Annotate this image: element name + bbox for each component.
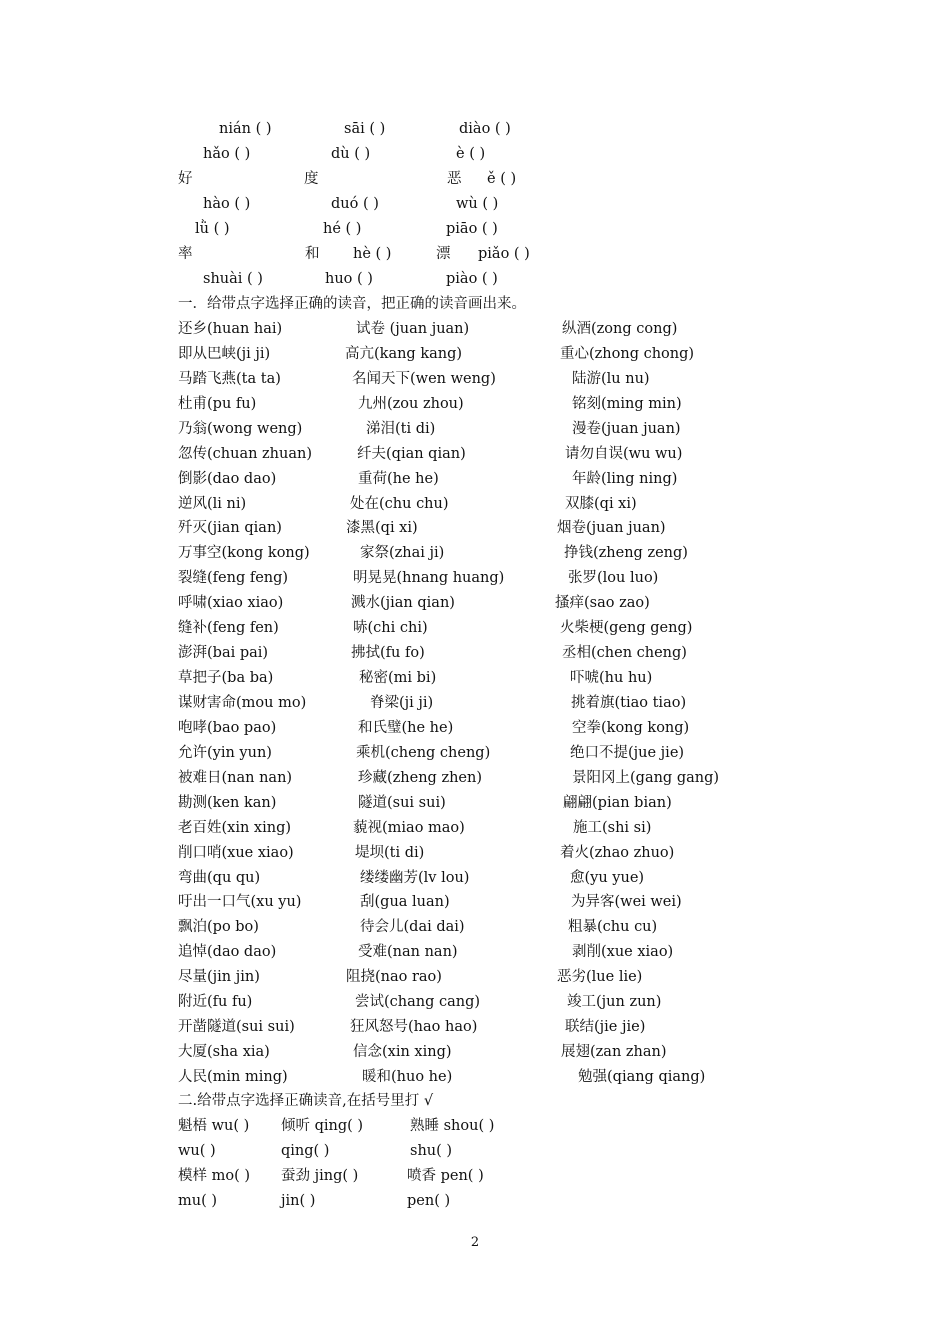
exercise-item: wu( ) bbox=[178, 1143, 216, 1159]
exercise-item: 尝试(chang cang) bbox=[355, 994, 481, 1011]
exercise-item: 人民(min ming) bbox=[178, 1068, 288, 1085]
pinyin-option: hé ( ) bbox=[323, 221, 362, 237]
exercise-item: 搔痒(sao zao) bbox=[555, 595, 650, 612]
exercise-item: 重心(zhong chong) bbox=[560, 345, 695, 362]
exercise-item: 漆黑(qi xi) bbox=[346, 520, 418, 537]
exercise-item: 阻挠(nao rao) bbox=[346, 969, 442, 986]
pinyin-option: hè ( ) bbox=[353, 246, 392, 262]
exercise-item: 熟睡 shou( ) bbox=[410, 1118, 495, 1134]
pinyin-option: piǎo ( ) bbox=[478, 246, 530, 262]
exercise-item: 施工(shi si) bbox=[573, 819, 652, 836]
pinyin-option: è ( ) bbox=[456, 146, 486, 162]
exercise-item: 被难日(nan nan) bbox=[178, 769, 293, 786]
exercise-item: 纵酒(zong cong) bbox=[562, 321, 678, 337]
exercise-item: 联结(jie jie) bbox=[565, 1019, 646, 1035]
exercise-item: 秘密(mi bi) bbox=[359, 670, 437, 686]
exercise-item: 谋财害命(mou mo) bbox=[178, 695, 307, 711]
exercise-item: 处在(chu chu) bbox=[350, 495, 449, 512]
exercise-item: 高亢(kang kang) bbox=[345, 345, 463, 362]
exercise-item: 开凿隧道(sui sui) bbox=[178, 1019, 295, 1035]
exercise-item: 魁梧 wu( ) bbox=[178, 1118, 250, 1134]
exercise-item: 刮(gua luan) bbox=[360, 894, 450, 911]
exercise-item: 允许(yin yun) bbox=[178, 744, 272, 761]
exercise-item: 哧(chi chi) bbox=[353, 620, 428, 637]
exercise-item: 缝补(feng fen) bbox=[178, 620, 279, 637]
exercise-item: shu( ) bbox=[410, 1143, 453, 1159]
pinyin-option: huo ( ) bbox=[325, 271, 373, 287]
exercise-item: 挣钱(zheng zeng) bbox=[564, 545, 688, 562]
exercise-item: 绝口不提(jue jie) bbox=[570, 744, 685, 761]
exercise-item: 溅水(jian qian) bbox=[351, 595, 455, 612]
exercise-item: 年龄(ling ning) bbox=[572, 470, 678, 487]
exercise-item: 隧道(sui sui) bbox=[358, 794, 446, 811]
exercise-item: 双膝(qi xi) bbox=[565, 495, 637, 512]
exercise-item: 逆风(li ni) bbox=[178, 495, 247, 512]
exercise-item: 空拳(kong kong) bbox=[572, 719, 690, 736]
pinyin-option: duó ( ) bbox=[331, 196, 379, 212]
exercise-item: 和氏璧(he he) bbox=[358, 719, 454, 736]
exercise-item: 大厦(sha xia) bbox=[178, 1044, 270, 1060]
exercise-item: 重荷(he he) bbox=[358, 470, 439, 487]
exercise-item: 草把子(ba ba) bbox=[178, 670, 274, 686]
exercise-item: 待会儿(dai dai) bbox=[360, 919, 465, 936]
pinyin-option: piāo ( ) bbox=[446, 221, 498, 237]
exercise-item: 火柴梗(geng geng) bbox=[560, 620, 693, 637]
exercise-item: 乃翁(wong weng) bbox=[178, 420, 303, 437]
exercise-item: 缕缕幽芳(lv lou) bbox=[360, 869, 470, 886]
pinyin-option: sāi ( ) bbox=[344, 121, 386, 137]
exercise-item: 老百姓(xin xing) bbox=[178, 819, 292, 836]
exercise-item: 杜甫(pu fu) bbox=[178, 395, 257, 412]
exercise-item: 丞相(chen cheng) bbox=[562, 645, 687, 662]
exercise-item: 附近(fu fu) bbox=[178, 994, 253, 1011]
exercise-item: 拂拭(fu fo) bbox=[351, 645, 425, 662]
exercise-item: 即从巴峡(ji ji) bbox=[178, 345, 271, 362]
exercise-item: 尽量(jin jin) bbox=[178, 969, 260, 986]
exercise-item: 九州(zou zhou) bbox=[358, 395, 464, 412]
exercise-item: 狂风怒号(hao hao) bbox=[350, 1019, 478, 1035]
page-number: 2 bbox=[470, 1235, 480, 1250]
exercise-item: 削口哨(xue xiao) bbox=[178, 844, 294, 861]
exercise-item: 万事空(kong kong) bbox=[178, 545, 310, 562]
pinyin-option: hǎo ( ) bbox=[203, 146, 251, 162]
exercise-item: jin( ) bbox=[281, 1193, 316, 1209]
exercise-item: 倒影(dao dao) bbox=[178, 470, 277, 487]
exercise-item: 愈(yu yue) bbox=[570, 869, 645, 886]
character: 和 bbox=[305, 246, 320, 262]
exercise-item: 烟卷(juan juan) bbox=[557, 520, 666, 537]
exercise-item: 陆游(lu nu) bbox=[572, 370, 650, 387]
exercise-item: 恶劣(lue lie) bbox=[557, 969, 643, 986]
exercise-item: qing( ) bbox=[281, 1143, 330, 1159]
pinyin-option: piào ( ) bbox=[446, 271, 498, 287]
character: 漂 bbox=[436, 246, 451, 262]
exercise-item: 暖和(huo he) bbox=[362, 1068, 453, 1085]
exercise-item: 咆哮(bao pao) bbox=[178, 719, 277, 736]
section1-heading: 一．给带点字选择正确的读音，把正确的读音画出来。 bbox=[178, 296, 526, 312]
exercise-item: 珍藏(zheng zhen) bbox=[358, 769, 483, 786]
exercise-item: 张罗(lou luo) bbox=[568, 570, 659, 587]
exercise-item: 追悼(dao dao) bbox=[178, 944, 277, 961]
exercise-item: 竣工(jun zun) bbox=[567, 994, 662, 1011]
pinyin-option: wù ( ) bbox=[456, 196, 499, 212]
exercise-item: 挑着旗(tiao tiao) bbox=[571, 695, 687, 711]
exercise-item: 请勿自误(wu wu) bbox=[565, 445, 683, 462]
pinyin-option: shuài ( ) bbox=[203, 271, 263, 287]
exercise-item: 马踏飞燕(ta ta) bbox=[178, 370, 281, 387]
exercise-item: 呼啸(xiao xiao) bbox=[178, 595, 284, 612]
exercise-item: 纤夫(qian qian) bbox=[357, 445, 466, 462]
exercise-item: pen( ) bbox=[407, 1193, 451, 1209]
pinyin-option: dù ( ) bbox=[331, 146, 371, 162]
exercise-item: 着火(zhao zhuo) bbox=[560, 844, 675, 861]
exercise-item: 藐视(miao mao) bbox=[353, 819, 465, 836]
exercise-item: 翩翩(pian bian) bbox=[563, 794, 672, 811]
exercise-item: 家祭(zhai ji) bbox=[360, 545, 445, 562]
exercise-item: 涕泪(ti di) bbox=[366, 420, 436, 437]
pinyin-option: hào ( ) bbox=[203, 196, 251, 212]
exercise-item: 歼灭(jian qian) bbox=[178, 520, 282, 537]
exercise-item: 粗暴(chu cu) bbox=[568, 919, 658, 936]
exercise-item: 倾听 qing( ) bbox=[281, 1118, 364, 1134]
exercise-item: 勘测(ken kan) bbox=[178, 794, 277, 811]
exercise-item: 名闻天下(wen weng) bbox=[352, 370, 496, 387]
exercise-item: 景阳冈上(gang gang) bbox=[572, 769, 720, 786]
exercise-item: 澎湃(bai pai) bbox=[178, 645, 269, 662]
exercise-item: mu( ) bbox=[178, 1193, 218, 1209]
character: 度 bbox=[304, 171, 319, 187]
character: 好 bbox=[178, 171, 193, 187]
character: 恶 bbox=[447, 171, 462, 187]
exercise-item: 剥削(xue xiao) bbox=[572, 944, 674, 961]
exercise-item: 漫卷(juan juan) bbox=[572, 420, 681, 437]
exercise-item: 为异客(wei wei) bbox=[571, 894, 682, 911]
exercise-item: 吓唬(hu hu) bbox=[570, 670, 653, 686]
exercise-item: 裂缝(feng feng) bbox=[178, 570, 289, 587]
exercise-item: 还乡(huan hai) bbox=[178, 321, 283, 337]
exercise-item: 模样 mo( ) bbox=[178, 1168, 251, 1184]
exercise-item: 展翅(zan zhan) bbox=[561, 1044, 667, 1060]
exercise-item: 飘泊(po bo) bbox=[178, 919, 259, 936]
pinyin-option: diào ( ) bbox=[459, 121, 511, 137]
exercise-item: 喷香 pen( ) bbox=[407, 1168, 484, 1184]
exercise-item: 堤坝(ti di) bbox=[355, 844, 425, 861]
pinyin-option: nián ( ) bbox=[219, 121, 272, 137]
exercise-item: 受难(nan nan) bbox=[358, 944, 458, 961]
exercise-item: 乘机(cheng cheng) bbox=[356, 744, 491, 761]
pinyin-option: lǜ ( ) bbox=[195, 221, 230, 237]
character: 率 bbox=[178, 246, 193, 262]
section2-heading: 二.给带点字选择正确读音,在括号里打 √ bbox=[178, 1093, 434, 1109]
pinyin-option: ě ( ) bbox=[487, 171, 517, 187]
exercise-item: 铭刻(ming min) bbox=[572, 395, 682, 412]
exercise-item: 忽传(chuan zhuan) bbox=[178, 445, 313, 462]
exercise-item: 脊梁(ji ji) bbox=[370, 695, 434, 711]
exercise-item: 勉强(qiang qiang) bbox=[578, 1068, 706, 1085]
exercise-item: 明晃晃(hnang huang) bbox=[353, 570, 505, 587]
exercise-item: 信念(xin xing) bbox=[353, 1044, 452, 1060]
exercise-item: 吁出一口气(xu yu) bbox=[178, 894, 302, 911]
exercise-item: 弯曲(qu qu) bbox=[178, 869, 261, 886]
exercise-item: 试卷 (juan juan) bbox=[356, 321, 470, 337]
exercise-item: 蚕劲 jing( ) bbox=[281, 1168, 359, 1184]
